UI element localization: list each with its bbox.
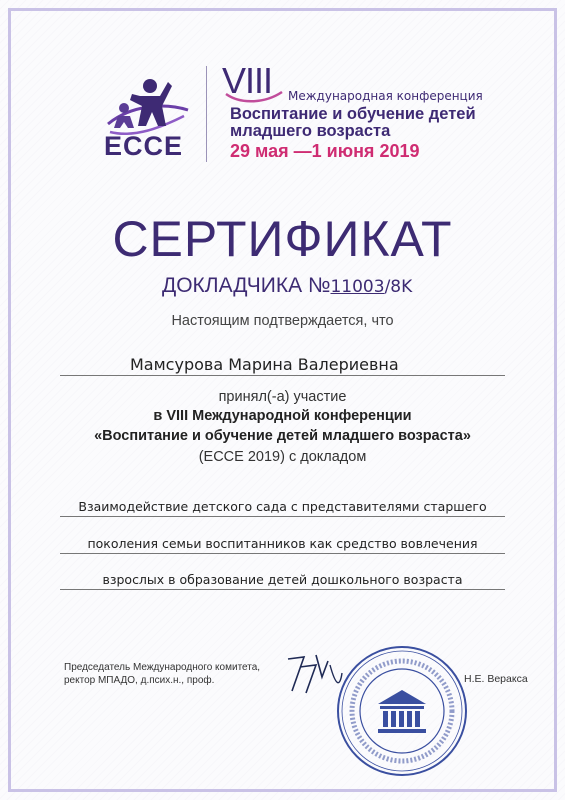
logo-text: ECCE <box>104 131 184 161</box>
certificate-title: СЕРТИФИКАТ <box>112 211 453 267</box>
conference-type: Международная конференция <box>288 89 483 103</box>
header-divider <box>206 66 207 162</box>
recipient-name: Мамсурова Марина Валериевна <box>130 355 399 374</box>
report-title-line-3: взрослых в образование детей дошкольного возраста <box>60 572 505 590</box>
certificate-number: 11003 <box>330 277 385 297</box>
conference-line-2: «Воспитание и обучение детей младшего возраста» <box>94 428 471 444</box>
signatory-role-line-1: Председатель Международного комитета, <box>64 662 261 673</box>
confirmation-text: Настоящим подтверждается, что <box>171 313 394 329</box>
certificate-subtitle <box>162 274 412 298</box>
subtitle-text: ДОКЛАДЧИКА № <box>162 274 331 297</box>
signatory-name: Н.Е. Веракса <box>464 673 528 685</box>
conference-name: Воспитание и обучение детей младшего возраста <box>230 105 476 140</box>
swoosh-icon <box>224 90 284 104</box>
report-title-line-1: Взаимодействие детского сада с представителями старшего <box>60 499 505 517</box>
conference-line-3: (ECCE 2019) с докладом <box>198 449 367 465</box>
conference-dates: 29 мая —1 июня 2019 <box>230 141 420 161</box>
signatory-role-line-2: ректор МПАДО, д.псих.н., проф. <box>64 675 215 686</box>
name-underline <box>60 375 505 376</box>
signatory-role <box>64 661 294 687</box>
conference-line-1: в VIII Международной конференции <box>153 408 412 424</box>
conference-number: VIII <box>222 60 273 101</box>
certificate-number-suffix: /8K <box>384 277 413 297</box>
report-title-line-2: поколения семьи воспитанников как средство вовлечения <box>60 536 505 554</box>
participation-text: принял(-а) участие <box>218 389 347 405</box>
unesco-seal-icon <box>333 642 471 780</box>
